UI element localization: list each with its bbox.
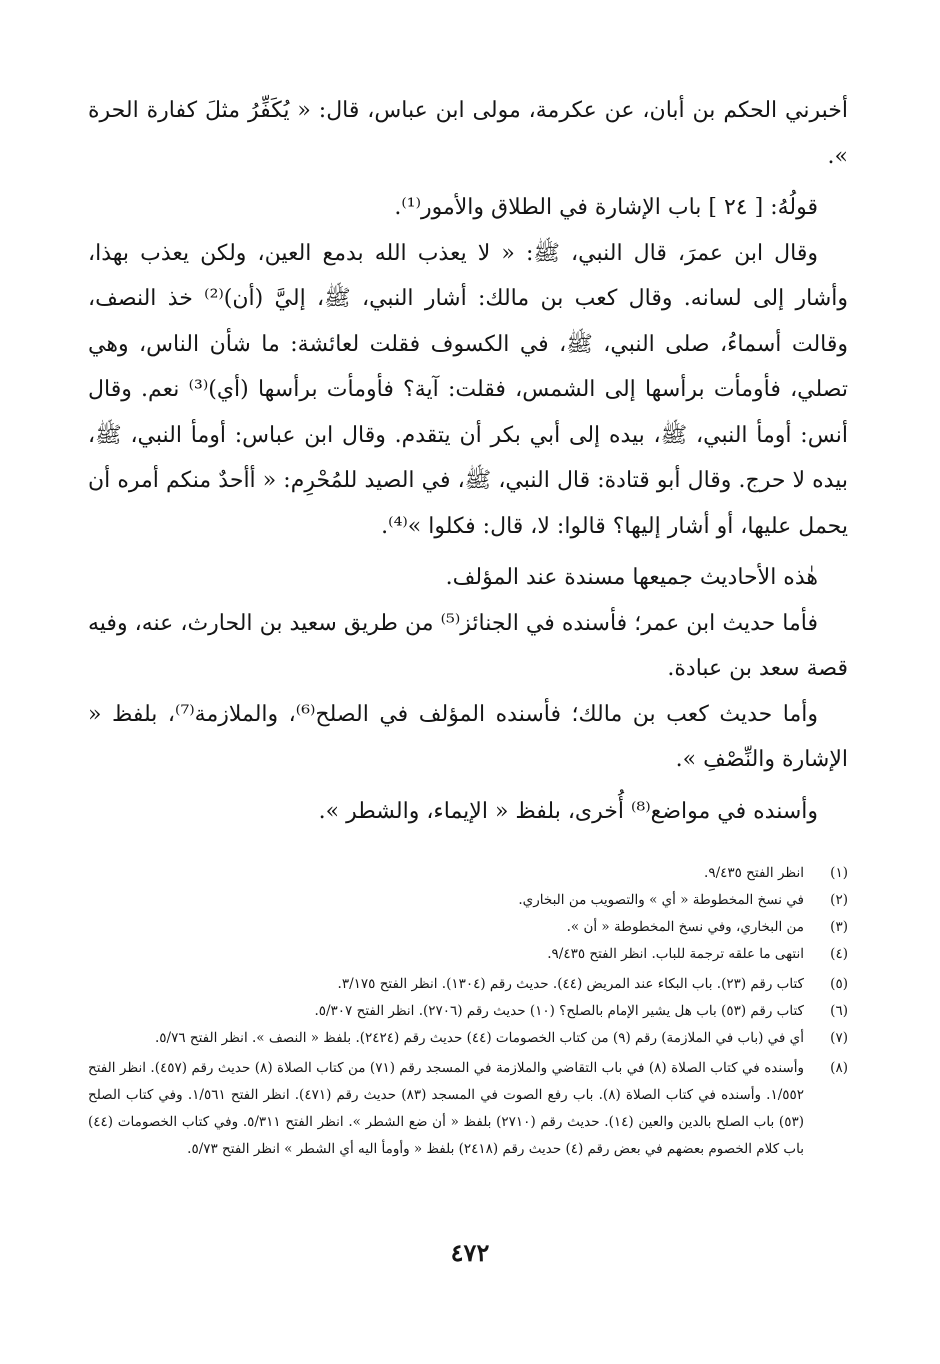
- footnote-3: [88, 914, 848, 941]
- footnote-text: كتاب رقم (٢٣). باب البكاء عند المريض (٤٤). حديث رقم (١٣٠٤). انظر الفتح ٣/١٧٥.: [337, 976, 804, 992]
- footnotes-section: [88, 860, 848, 1163]
- footnote-7: [88, 1025, 848, 1052]
- footnote-text: في نسخ المخطوطة « أي » والتصويب من البخاري.: [518, 892, 804, 908]
- footnote-4: [88, 941, 848, 968]
- footnote-number: (٣): [830, 919, 848, 935]
- footnote-number: (١): [830, 865, 848, 881]
- footnote-number: (٧): [830, 1030, 848, 1046]
- footnote-text: أي في (باب في الملازمة) رقم (٩) من كتاب الخصومات (٤٤) حديث رقم (٢٤٢٤). بلفظ « النصف ». انظر الفتح ٥/٧٦.: [154, 1030, 804, 1046]
- paragraph-ibn-umar: فأما حديث ابن عمر؛ فأسنده في الجنائز⁽⁵⁾ من طريق سعيد بن الحارث، عنه، وفيه قصة سعد بن عبادة.: [88, 610, 848, 681]
- paragraph-other-places: وأسنده في مواضع⁽⁸⁾ أُخرى، بلفظ « الإيماء، والشطر ».: [318, 798, 818, 824]
- footnote-text: كتاب رقم (٥٣) باب هل يشير الإمام بالصلح؟ (١٠) حديث رقم (٢٧٠٦). انظر الفتح ٥/٣٠٧.: [314, 1003, 804, 1019]
- main-text: [88, 88, 848, 834]
- footnote-1: [88, 860, 848, 887]
- footnote-text: وأسنده في كتاب الصلاة (٨) في باب التقاضي والملازمة في المسجد رقم (٧١) من كتاب الصلاة (٨) حديث رقم (٤٥٧). انظر الفتح ١/٥٥٢. وأسنده في كتاب الصلاة (٨). باب رفع الصوت في المسجد (٨٣) حديث رقم (٤٧١). انظر الفتح ١/٥٦١. وفي كتاب الصلح (٥٣) باب الصلح بالدين والعين (١٤). حديث رقم (٢٧١٠) بلفظ « أن ضع الشطر ». انظر الفتح ٥/٣١١. وفي كتاب الخصومات (٤٤) باب كلام الخصوم بعضهم في بعض رقم (٤) حديث رقم (٢٤١٨) بلفظ « وأومأ اليه أي الشطر » انظر الفتح ٥/٧٣.: [88, 1060, 805, 1157]
- footnote-5: [88, 971, 848, 998]
- footnote-number: (٦): [830, 1003, 848, 1019]
- page-number: ٤٧٢: [450, 1238, 490, 1267]
- footnote-number: (٢): [830, 892, 848, 908]
- footnote-text: انتهى ما علقه ترجمة للباب. انظر الفتح ٩/٤٣٥.: [547, 946, 804, 962]
- paragraph-commentary-intro: هٰذه الأحاديث جميعها مسندة عند المؤلف.: [445, 565, 818, 590]
- footnote-2: [88, 887, 848, 914]
- footnote-text: من البخاري، وفي نسخ المخطوطة « أن ».: [566, 919, 804, 935]
- paragraph-hadith-continuation: أخبرني الحكم بن أبان، عن عكرمة، مولى ابن عباس، قال: « يُكَفِّرُ مثلَ كفارة الحرة ».: [88, 98, 848, 169]
- footnote-6: [88, 998, 848, 1025]
- footnote-number: (٤): [830, 946, 848, 962]
- footnote-number: (٨): [830, 1060, 848, 1076]
- paragraph-kab-bin-malik: وأما حديث كعب بن مالك؛ فأسنده المؤلف في الصلح⁽⁶⁾، والملازمة⁽⁷⁾، بلفظ « الإشارة والنِّصْفِ ».: [88, 701, 848, 772]
- footnote-number: (٥): [830, 976, 848, 992]
- paragraph-hadith-list: وقال ابن عمرَ، قال النبي، ﷺ: « لا يعذب الله بدمع العين، ولكن يعذب بهذا، وأشار إلى لسانه. وقال كعب بن مالك: أشار النبي، ﷺ، إليَّ (أن)⁽²⁾ خذ النصف، وقالت أسماءُ، صلى النبي، ﷺ، في الكسوف فقلت لعائشة: ما شأن الناس، وهي تصلي، فأومأت برأسها إلى الشمس، فقلت: آية؟ فأومأت برأسها (أي)⁽³⁾ نعم. وقال أنس: أومأ النبي، ﷺ، بيده إلى أبي بكر أن يتقدم. وقال ابن عباس: أومأ النبي، ﷺ، بيده لا حرج. وقال أبو قتادة: قال النبي، ﷺ، في الصيد للمُحْرِم: « أأحدٌ منكم أمره أن يحمل عليها، أو أشار إليها؟ قالوا: لا، قال: فكلوا »⁽⁴⁾.: [88, 240, 848, 539]
- page-body: [88, 88, 848, 834]
- footnote-8: [88, 1055, 848, 1163]
- paragraph-chapter-heading: قولُهُ: [ ٢٤ ] باب الإشارة في الطلاق والأمور⁽¹⁾.: [394, 195, 818, 220]
- footnote-text: انظر الفتح ٩/٤٣٥.: [704, 865, 804, 881]
